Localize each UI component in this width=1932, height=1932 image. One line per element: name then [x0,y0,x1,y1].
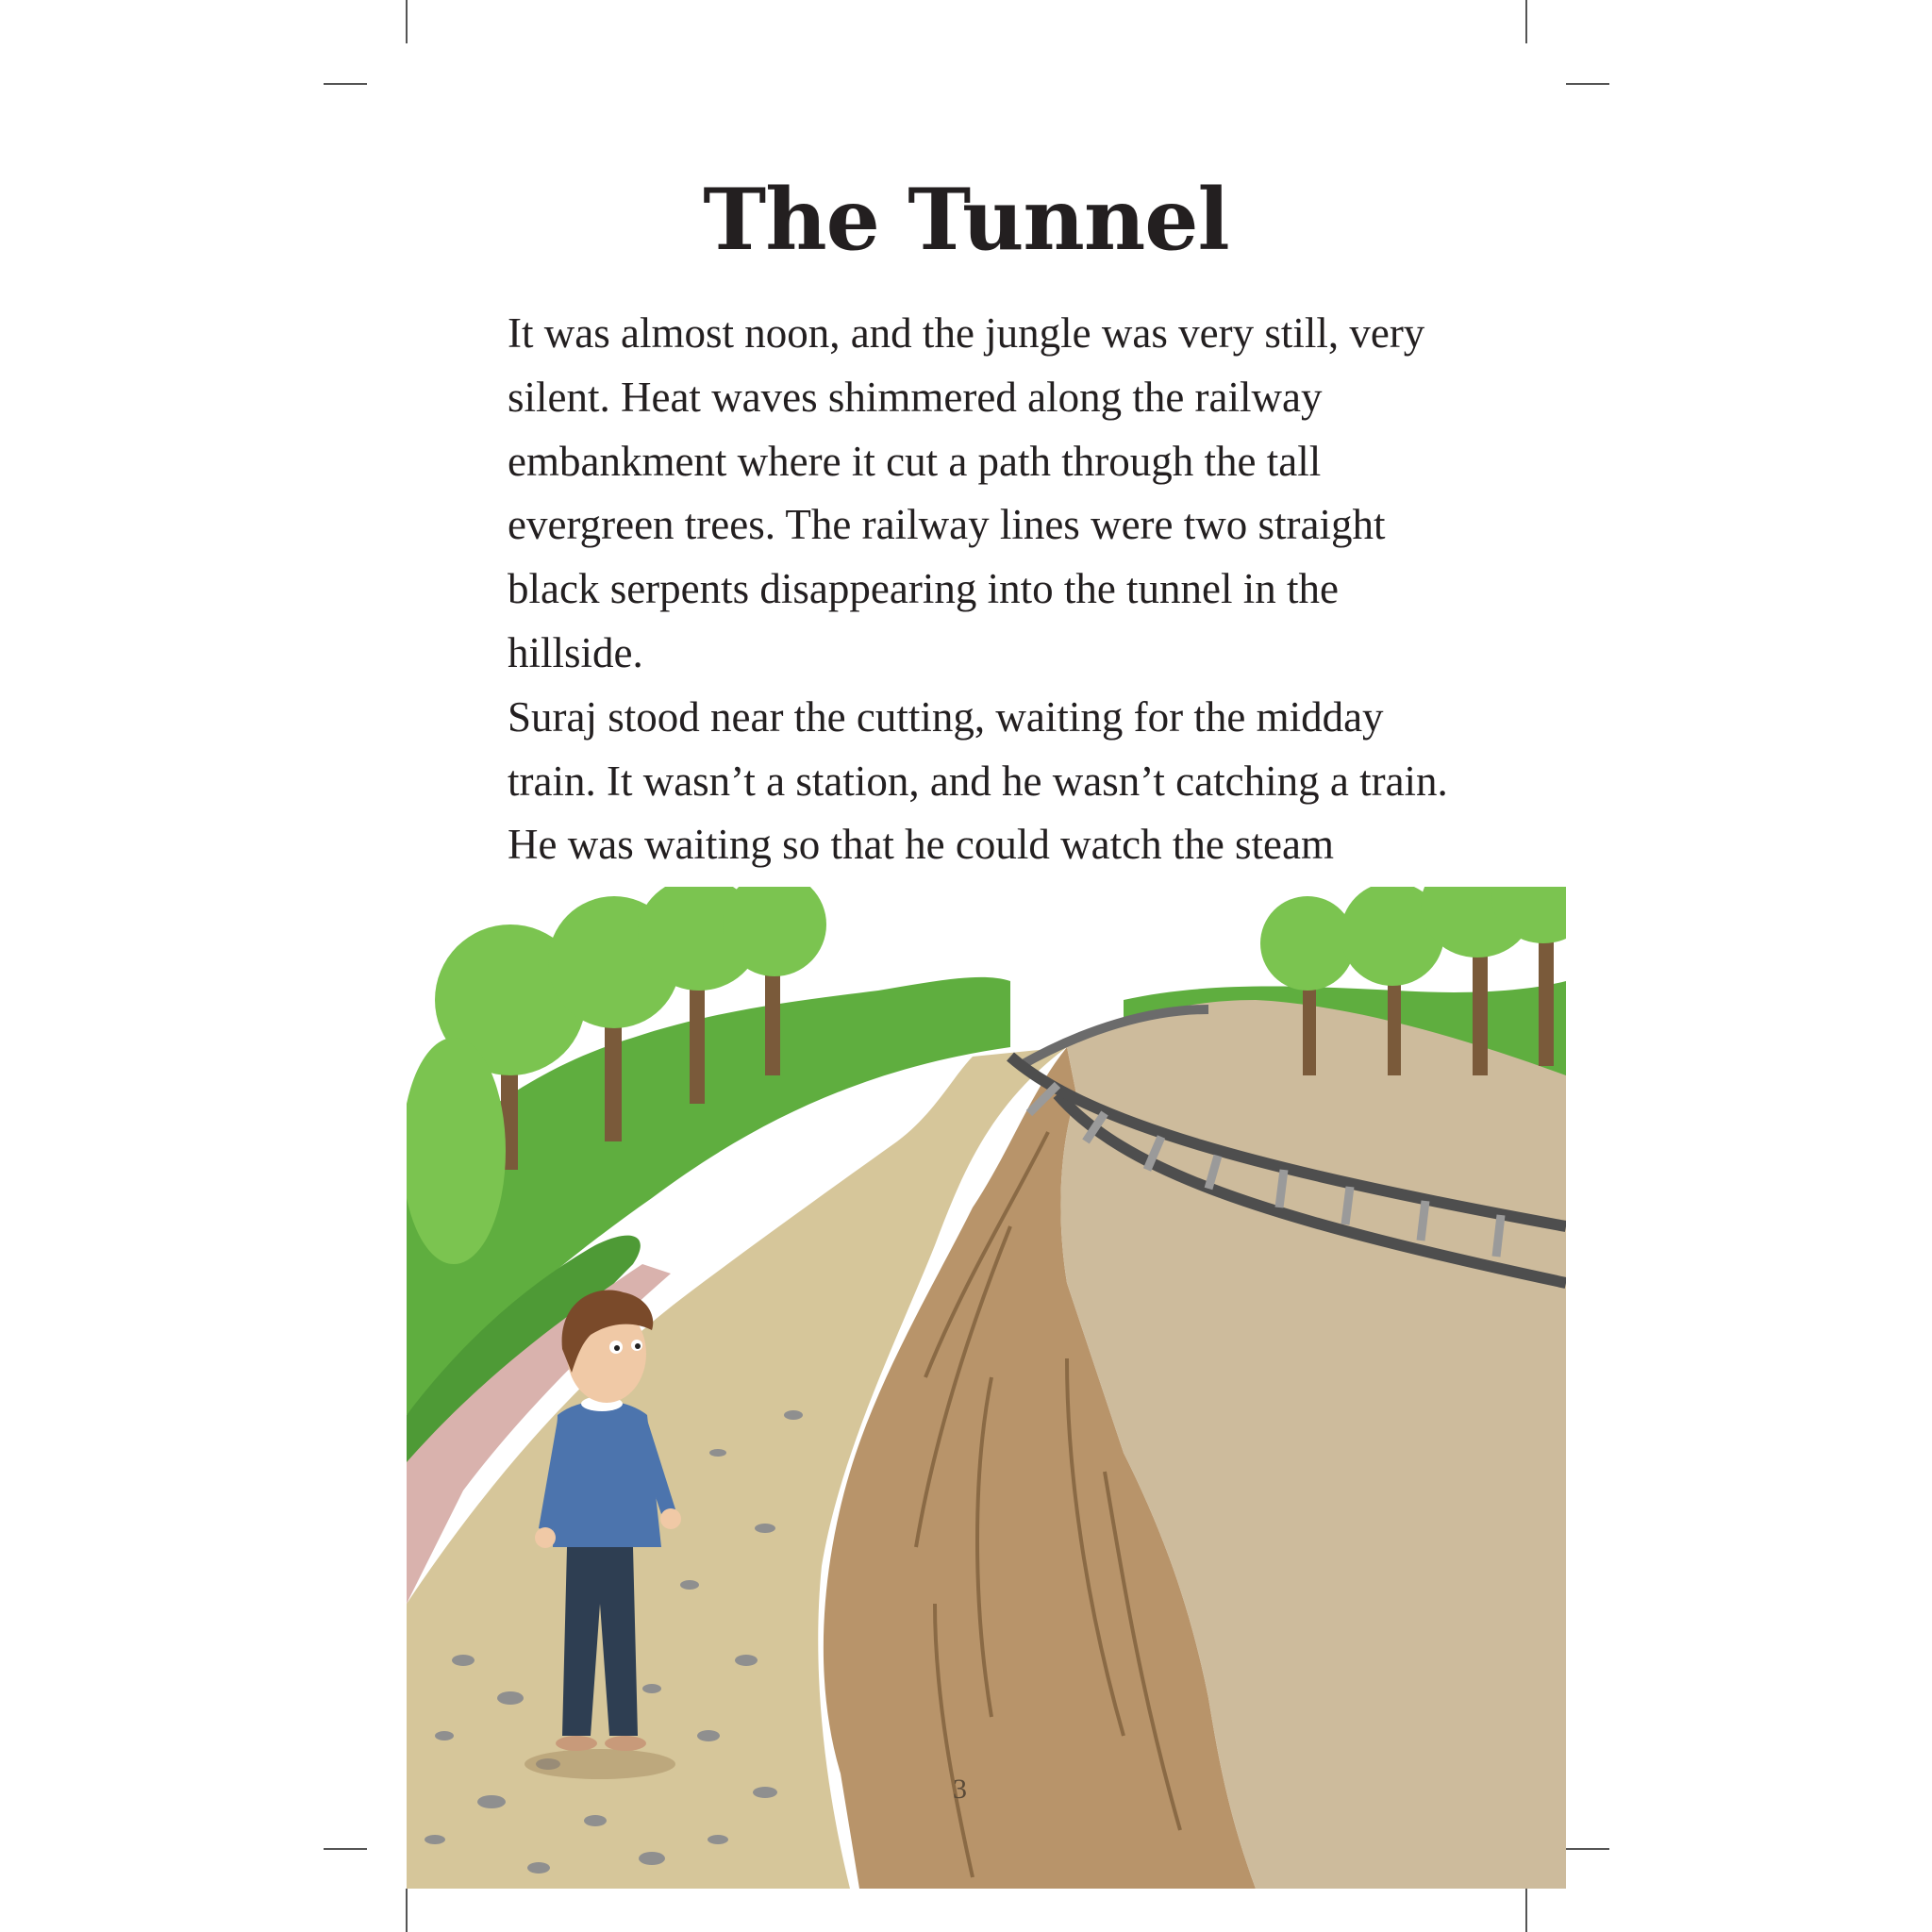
story-illustration [407,887,1566,1889]
crop-mark-right-top [1566,83,1609,85]
crop-mark-left-bottom [324,1848,367,1850]
paragraph-2: Suraj stood near the cutting, waiting for the midday train. It wasn’t a station, and he wasn’t catching a train. He was waiting so that he could watch the steam [508,692,1448,869]
crop-mark-bottom-left [406,1889,408,1932]
page-number: 3 [953,1774,967,1805]
page-title: The Tunnel [703,170,1229,270]
story-text [508,302,1451,941]
crop-mark-top-right [1525,0,1527,43]
crop-mark-top-left [406,0,408,43]
crop-mark-bottom-right [1525,1889,1527,1932]
crop-mark-right-bottom [1566,1848,1609,1850]
crop-mark-left-top [324,83,367,85]
paragraph-1: It was almost noon, and the jungle was very still, very silent. Heat waves shimmered along the railway embankment where it cut a path through the tall evergreen trees. The railway lines were two straight black serpents disappearing into the tunnel in the hillside. [508,309,1425,676]
